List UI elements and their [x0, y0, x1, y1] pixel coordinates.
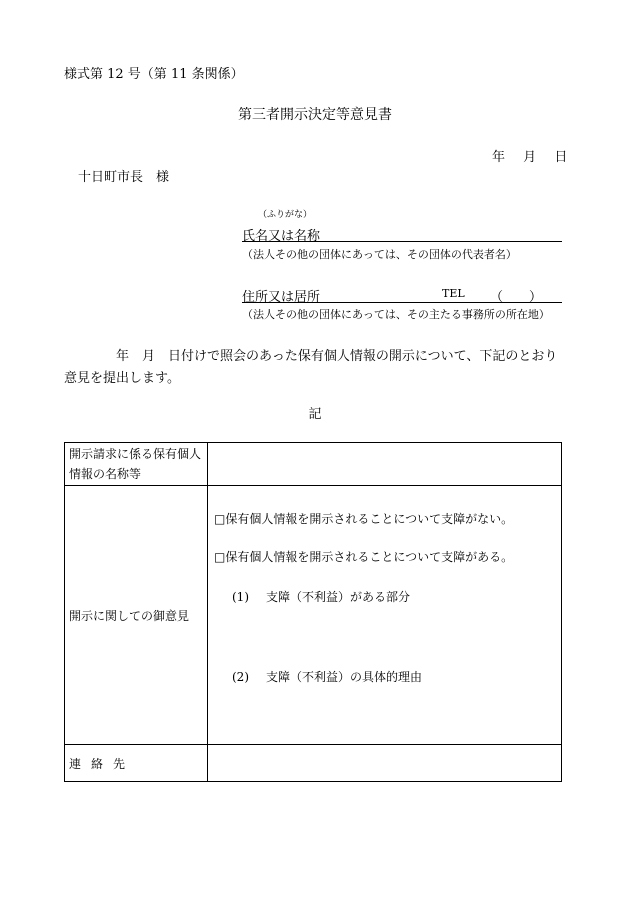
address-note: （法人その他の団体にあっては、その主たる事務所の所在地） — [242, 308, 550, 321]
page-title: 第三者開示決定等意見書 — [238, 107, 392, 123]
contact-input-cell[interactable] — [208, 745, 562, 782]
date-line — [492, 146, 567, 165]
sub-item-disadvantage-part — [232, 588, 410, 605]
form-number: 様式第 12 号（第 11 条関係） — [64, 67, 244, 82]
info-name-label: 開示請求に係る保有個人情報の名称等 — [69, 447, 202, 481]
opinion-cell — [208, 486, 562, 745]
table-row — [65, 443, 562, 486]
body-text: 年 月 日付けで照会のあった保有個人情報の開示について、下記のとおり意見を提出します。 — [64, 349, 558, 386]
contact-label: 連絡先 — [69, 756, 136, 771]
opinion-table — [64, 442, 562, 782]
option-objection[interactable]: □保有個人情報を開示されることについて支障がある。 — [214, 550, 514, 564]
tel-label: TEL — [442, 287, 465, 300]
body-paragraph — [64, 346, 562, 390]
ki-heading: 記 — [308, 407, 322, 422]
table-row — [65, 745, 562, 782]
name-note: （法人その他の団体にあっては、その団体の代表者名） — [242, 248, 517, 261]
sub-item-number: (2) — [232, 670, 249, 684]
contact-label-cell — [65, 745, 208, 782]
opinion-label-cell — [65, 486, 208, 745]
sub-item-number: (1) — [232, 590, 249, 604]
name-label: 氏名又は名称 — [242, 229, 321, 244]
tel-paren: （ ） — [490, 290, 543, 305]
date-year: 年 — [492, 150, 506, 165]
address-label: 住所又は居所 — [242, 290, 321, 305]
option-no-objection[interactable]: □保有個人情報を開示されることについて支障がない。 — [214, 512, 514, 526]
furigana-label: （ふりがな） — [258, 210, 313, 220]
info-name-input-cell[interactable] — [208, 443, 562, 486]
sub-item-text: 支障（不利益）の具体的理由 — [266, 670, 423, 684]
addressee: 十日町市長 様 — [78, 170, 170, 185]
name-field[interactable] — [242, 225, 562, 242]
sub-item-text: 支障（不利益）がある部分 — [266, 590, 411, 604]
date-day: 日 — [554, 150, 568, 165]
date-month: 月 — [523, 150, 537, 165]
table-row — [65, 486, 562, 745]
info-name-label-cell — [65, 443, 208, 486]
opinion-label: 開示に関しての御意見 — [69, 608, 190, 623]
address-field[interactable] — [242, 286, 562, 303]
sub-item-disadvantage-reason — [232, 668, 422, 685]
